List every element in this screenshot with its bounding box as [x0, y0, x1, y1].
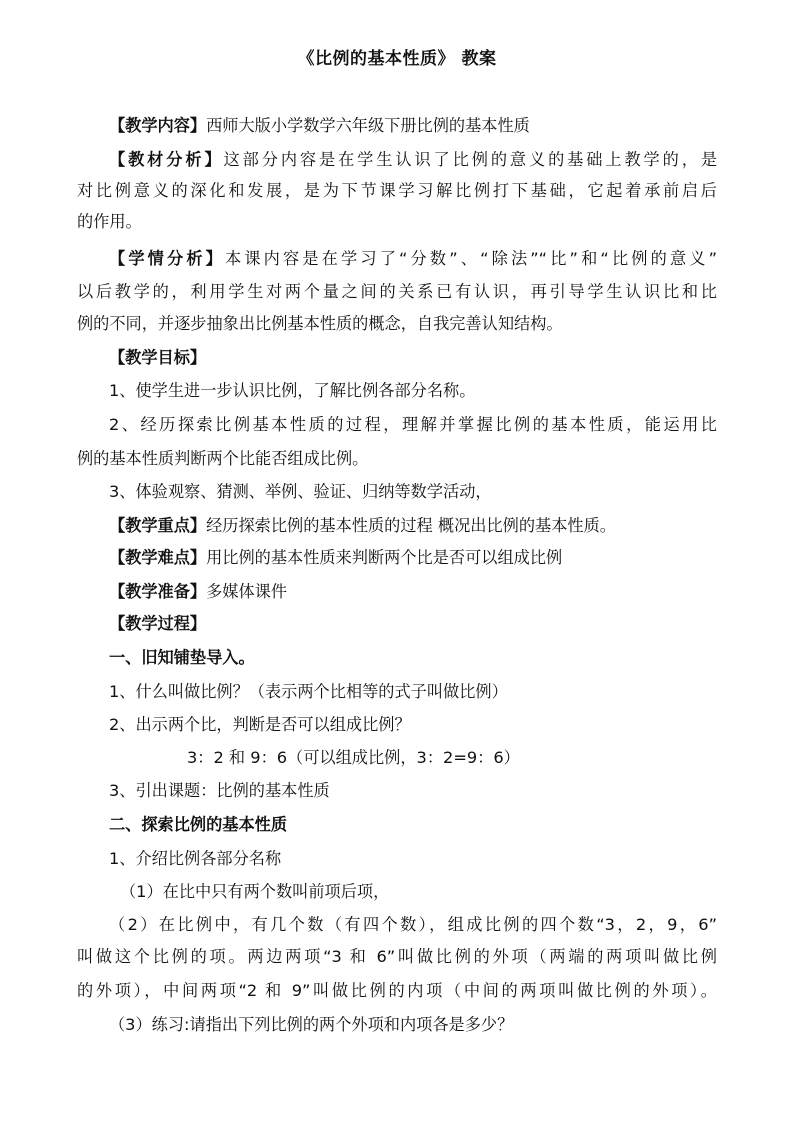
part1-item-2: 2、出示两个比，判断是否可以组成比例？	[109, 715, 411, 734]
part1-example: 3：2 和 9：6（可以组成比例，3：2=9：6）	[187, 748, 520, 767]
part2-heading: 二、探索比例的基本性质	[109, 815, 288, 834]
goals-item-2-line-2: 例的基本性质判断两个比能否组成比例。	[77, 449, 369, 468]
part2-sub-2-line-3: 的外项），中间两项“2 和 9”叫做比例的内项（中间的两项叫做比例的外项）。	[77, 981, 717, 1000]
material-text-1: 这部分内容是在学生认识了比例的意义的基础上教学的，是	[223, 150, 718, 169]
part2-item-1: 1、介绍比例各部分名称	[109, 849, 282, 868]
process-label: 【教学过程】	[109, 614, 207, 633]
part2-sub-2-line-1: （2）在比例中，有几个数（有四个数），组成比例的四个数“3，2，9，6”	[109, 915, 717, 934]
part1-heading: 一、旧知铺垫导入。	[109, 648, 255, 667]
prep-text: 多媒体课件	[206, 582, 288, 601]
goals-item-2-line-1: 2、经历探索比例基本性质的过程，理解并掌握比例的基本性质，能运用比	[109, 415, 717, 434]
goals-item-3: 3、体验观察、猜测、举例、验证、归纳等数学活动，	[109, 482, 492, 501]
goals-label: 【教学目标】	[109, 348, 207, 367]
part1-item-3: 3、引出课题：比例的基本性质	[109, 781, 330, 800]
students-line-3: 例的不同，并逐步抽象出比例基本性质的概念，自我完善认知结构。	[77, 314, 563, 333]
content-label: 【教学内容】	[109, 116, 207, 135]
content-line	[109, 116, 749, 136]
difficulty-label: 【教学难点】	[109, 548, 207, 567]
students-line-1	[109, 249, 717, 269]
part1-item-1: 1、什么叫做比例？（表示两个比相等的式子叫做比例）	[109, 682, 508, 701]
key-text: 经历探索比例的基本性质的过程 概况出比例的基本性质。	[206, 516, 616, 535]
material-label: 【教材分析】	[109, 150, 224, 169]
part2-sub-2-line-2: 叫做这个比例的项。两边两项“3 和 6”叫做比例的外项（两端的两项叫做比例	[77, 947, 717, 966]
students-text-1: 本课内容是在学习了“分数”、“除法”“比”和“比例的意义”	[225, 249, 718, 268]
difficulty-line	[109, 548, 749, 568]
material-line-1	[109, 150, 717, 170]
key-line	[109, 516, 749, 536]
material-line-3: 的作用。	[77, 212, 142, 231]
difficulty-text: 用比例的基本性质来判断两个比是否可以组成比例	[206, 548, 563, 567]
prep-label: 【教学准备】	[109, 582, 207, 601]
students-label: 【学情分析】	[109, 249, 226, 268]
students-line-2: 以后教学的，利用学生对两个量之间的关系已有认识，再引导学生认识比和比	[77, 282, 717, 301]
key-label: 【教学重点】	[109, 516, 207, 535]
goals-item-1: 1、使学生进一步认识比例，了解比例各部分名称。	[109, 381, 476, 400]
prep-line	[109, 582, 749, 602]
part2-sub-3: （3）练习:请指出下列比例的两个外项和内项各是多少？	[109, 1015, 514, 1034]
part2-sub-1: （1）在比中只有两个数叫前项后项，	[120, 882, 390, 901]
content-text: 西师大版小学数学六年级下册比例的基本性质	[206, 116, 530, 135]
page-title: 《比例的基本性质》 教案	[297, 49, 497, 69]
material-line-2: 对比例意义的深化和发展，是为下节课学习解比例打下基础，它起着承前启后	[77, 181, 717, 200]
